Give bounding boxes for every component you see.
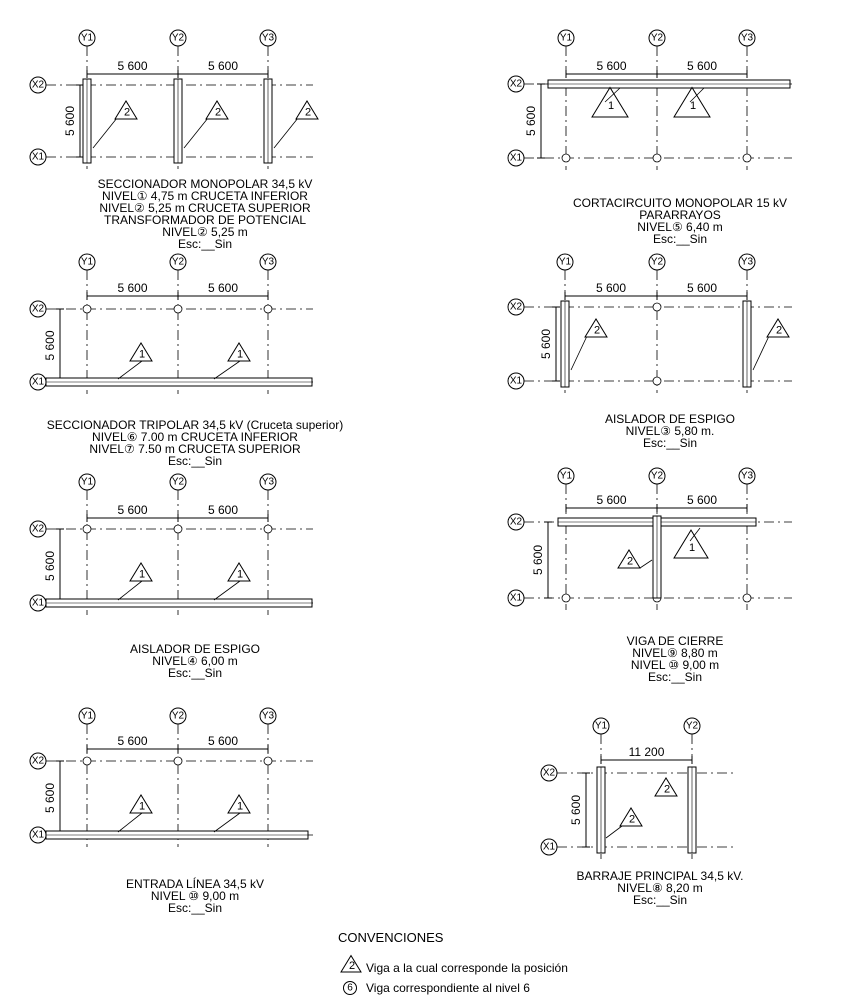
dimension-text-vertical: 5 600: [43, 550, 57, 582]
axis-bubble-y2-label: Y2: [171, 710, 185, 722]
leader-line: [118, 813, 142, 832]
caption-line: NIVEL① 4,75 m CRUCETA INFERIOR: [102, 189, 308, 203]
triangle-label: 1: [236, 348, 244, 361]
axis-bubble-y1-label: Y1: [80, 476, 94, 488]
dimension-text: 5 600: [117, 59, 148, 73]
caption-p4: [555, 413, 785, 449]
caption-p1: [60, 178, 350, 250]
dimension-text-vertical: 5 600: [63, 105, 77, 137]
axis-bubble-y1-label: Y1: [558, 256, 572, 268]
column-node: [83, 757, 91, 765]
leader-line: [274, 118, 298, 148]
axis-bubble-y2-label: Y2: [685, 720, 699, 732]
leader-line: [640, 560, 652, 568]
axis-bubble-y2-label: Y2: [171, 476, 185, 488]
caption-line: Esc:__Sin: [632, 893, 688, 907]
triangle-label: 2: [775, 324, 783, 337]
axis-bubble-x1-label: X1: [31, 597, 45, 609]
axis-bubble-x2-label: X2: [31, 755, 45, 767]
column-node: [83, 305, 91, 313]
triangle-label: 2: [663, 783, 671, 796]
triangle-label: 2: [348, 960, 356, 972]
triangle-label: 1: [138, 800, 146, 813]
axis-bubble-y1-label: Y1: [80, 710, 94, 722]
leader-line: [214, 361, 240, 379]
column-node: [174, 757, 182, 765]
caption-p5: [85, 643, 305, 679]
axis-bubble-y1-label: Y1: [80, 32, 94, 44]
leader-line: [571, 336, 587, 370]
dimension-text: 5 600: [596, 59, 627, 73]
leader-line: [753, 336, 769, 370]
triangle-label: 1: [138, 568, 146, 581]
triangle-label: 1: [236, 568, 244, 581]
caption-line: Esc:__Sin: [177, 237, 233, 251]
caption-line: Esc:__Sin: [167, 666, 223, 680]
axis-bubble-x1-label: X1: [31, 151, 45, 163]
axis-bubble-y2-label: Y2: [650, 470, 664, 482]
axis-bubble-y2-label: Y2: [171, 32, 185, 44]
axis-bubble-y3-label: Y3: [261, 256, 275, 268]
plan-p1: [30, 30, 318, 169]
dimension-text-vertical: 5 600: [569, 794, 583, 826]
dimension-text: 5 600: [207, 734, 239, 748]
column-node: [264, 757, 272, 765]
axis-bubble-y1-label: Y1: [80, 256, 94, 268]
dimension-text: 11 200: [628, 745, 665, 759]
dimension-text: 5 600: [207, 59, 239, 73]
axis-bubble-x2-label: X2: [509, 301, 523, 313]
leader-line: [93, 118, 117, 148]
caption-line: NIVEL② 5,25 m: [162, 225, 248, 239]
axis-bubble-x1-label: X1: [509, 375, 523, 387]
triangle-label: 2: [593, 324, 601, 337]
leader-line: [118, 361, 142, 379]
caption-line: Esc:__Sin: [167, 901, 223, 915]
plan-p2: [508, 30, 792, 170]
column-node: [174, 305, 182, 313]
dimension-text: 5 600: [117, 281, 148, 295]
axis-bubble-x1-label: X1: [509, 152, 523, 164]
column-node: [562, 154, 570, 162]
column-node: [83, 525, 91, 533]
axis-bubble-x1-label: X1: [31, 376, 45, 388]
triangle-label: 2: [304, 106, 312, 119]
triangle-label: 2: [626, 555, 634, 568]
dimension-text: 5 600: [117, 734, 148, 748]
axis-bubble-x2-label: X2: [509, 78, 523, 90]
plan-p3: [30, 254, 313, 394]
caption-line: NIVEL ⑩ 9,00 m: [150, 889, 240, 903]
caption-line: TRANSFORMADOR DE POTENCIAL: [103, 213, 307, 227]
caption-line: Esc:__Sin: [167, 454, 223, 468]
column-node: [743, 594, 751, 602]
caption-line: SECCIONADOR TRIPOLAR 34,5 kV (Cruceta superior): [46, 418, 344, 432]
axis-bubble-x2-label: X2: [31, 523, 45, 535]
triangle-label: 1: [689, 100, 697, 113]
column-node: [743, 154, 751, 162]
axis-bubble-x1-label: X1: [509, 592, 523, 604]
column-node: [562, 594, 570, 602]
column-node: [653, 303, 661, 311]
triangle-label: 2: [123, 106, 131, 119]
axis-bubble-y1-label: Y1: [594, 720, 608, 732]
caption-line: BARRAJE PRINCIPAL 34,5 kV.: [576, 869, 744, 883]
plan-p4: [508, 254, 792, 393]
axis-bubble-y3-label: Y3: [261, 710, 275, 722]
caption-line: NIVEL④ 6,00 m: [152, 654, 238, 668]
caption-line: NIVEL② 5,25 m CRUCETA SUPERIOR: [99, 201, 311, 215]
caption-p6: [565, 635, 785, 683]
plan-p5: [30, 474, 313, 615]
column-node: [264, 305, 272, 313]
triangle-label: 1: [688, 541, 696, 554]
column-node: [653, 154, 661, 162]
axis-bubble-x2-label: X2: [509, 516, 523, 528]
leader-line: [118, 581, 142, 600]
triangle-label: 2: [214, 106, 222, 119]
triangle-label: 1: [236, 800, 244, 813]
dimension-text: 5 600: [117, 503, 148, 517]
caption-line: CORTACIRCUITO MONOPOLAR 15 kV: [572, 196, 788, 210]
axis-bubble-y3-label: Y3: [740, 256, 754, 268]
axis-bubble-x2-label: X2: [31, 79, 45, 91]
caption-line: SECCIONADOR MONOPOLAR 34,5 kV: [97, 177, 313, 191]
leader-line: [606, 826, 622, 838]
convention-level-text: Viga correspondiente al nivel 6: [366, 981, 530, 995]
caption-p3: [30, 419, 360, 467]
axis-bubble-x1-label: X1: [542, 841, 556, 853]
caption-line: Esc:__Sin: [652, 232, 708, 246]
axis-bubble-y3-label: Y3: [261, 476, 275, 488]
caption-line: NIVEL⑦ 7.50 m CRUCETA SUPERIOR: [89, 442, 301, 456]
caption-line: PARARRAYOS: [639, 208, 721, 222]
axis-bubble-y2-label: Y2: [171, 256, 185, 268]
dimension-text: 5 600: [686, 281, 718, 295]
dimension-text-vertical: 5 600: [524, 105, 538, 137]
leader-line: [214, 581, 240, 600]
caption-line: NIVEL⑥ 7.00 m CRUCETA INFERIOR: [92, 430, 298, 444]
triangle-label: 1: [138, 348, 146, 361]
dimension-text: 5 600: [686, 493, 718, 507]
caption-p2: [535, 197, 825, 245]
caption-line: NIVEL⑨ 8,80 m: [632, 646, 718, 660]
caption-line: NIVEL ⑩ 9,00 m: [630, 658, 720, 672]
conventions-legend: [341, 956, 361, 995]
column-node: [174, 525, 182, 533]
dimension-text: 5 600: [596, 493, 627, 507]
dimension-text: 5 600: [207, 281, 239, 295]
conventions-title: CONVENCIONES: [338, 930, 444, 945]
caption-line: VIGA DE CIERRE: [626, 634, 724, 648]
plan-p8: [541, 718, 737, 859]
dimension-text-vertical: 5 600: [539, 328, 553, 360]
caption-line: NIVEL⑤ 6,40 m: [637, 220, 723, 234]
axis-bubble-y2-label: Y2: [650, 256, 664, 268]
caption-line: NIVEL③ 5,80 m.: [625, 424, 715, 438]
level-circle-label: 6: [347, 982, 353, 994]
axis-bubble-y3-label: Y3: [740, 32, 754, 44]
caption-line: ENTRADA LÍNEA 34,5 kV: [125, 877, 265, 891]
triangle-label: 2: [628, 813, 636, 826]
leader-line: [184, 118, 208, 148]
caption-p7: [85, 878, 305, 914]
caption-line: AISLADOR DE ESPIGO: [604, 412, 736, 426]
caption-line: Esc:__Sin: [647, 670, 703, 684]
convention-beam-text: Viga a la cual corresponde la posición: [366, 961, 568, 975]
dimension-text-vertical: 5 600: [531, 544, 545, 576]
axis-bubble-y2-label: Y2: [650, 32, 664, 44]
dimension-text: 5 600: [595, 281, 627, 295]
triangle-label: 1: [607, 100, 615, 113]
axis-bubble-x2-label: X2: [542, 767, 556, 779]
axis-bubble-y3-label: Y3: [740, 470, 754, 482]
caption-line: Esc:__Sin: [642, 436, 698, 450]
dimension-text-vertical: 5 600: [43, 330, 57, 361]
dimension-text: 5 600: [686, 59, 718, 73]
leader-line: [214, 813, 240, 832]
axis-bubble-y3-label: Y3: [261, 32, 275, 44]
column-node: [264, 525, 272, 533]
axis-bubble-y1-label: Y1: [559, 32, 573, 44]
caption-line: AISLADOR DE ESPIGO: [129, 642, 261, 656]
axis-bubble-x1-label: X1: [31, 829, 45, 841]
dimension-text: 5 600: [207, 503, 239, 517]
column-node: [653, 377, 661, 385]
axis-bubble-x2-label: X2: [31, 303, 45, 315]
plan-p7: [30, 708, 313, 847]
caption-line: NIVEL⑧ 8,20 m: [617, 881, 703, 895]
axis-bubble-y1-label: Y1: [559, 470, 573, 482]
plan-p6: [508, 468, 792, 610]
caption-p8: [540, 870, 780, 906]
dimension-text-vertical: 5 600: [43, 782, 57, 814]
